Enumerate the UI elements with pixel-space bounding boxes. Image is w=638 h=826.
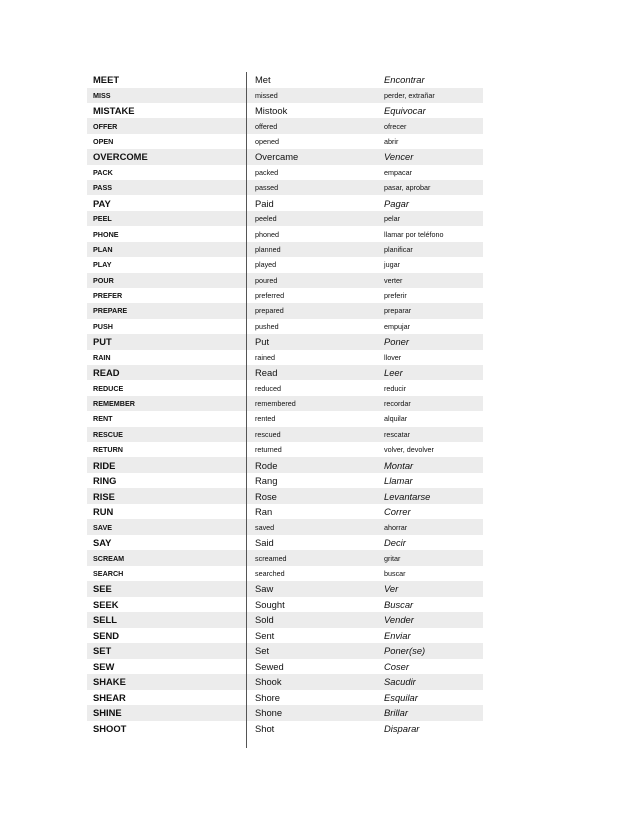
translation-cell: Vencer [384, 151, 414, 163]
past-tense-cell: offered [255, 121, 278, 131]
table-row [87, 566, 483, 581]
table-row [87, 535, 483, 551]
verb-cell: RISE [93, 490, 115, 502]
past-tense-cell: Shone [255, 707, 283, 719]
verb-cell: RING [93, 475, 117, 487]
verb-cell: PLAY [93, 260, 112, 270]
past-tense-cell: missed [255, 90, 278, 100]
translation-cell: Correr [384, 506, 411, 518]
past-tense-cell: packed [255, 167, 279, 177]
verb-cell: OPEN [93, 136, 114, 146]
translation-cell: llover [384, 352, 402, 362]
translation-cell: alquilar [384, 414, 408, 424]
translation-cell: recordar [384, 399, 411, 409]
table-row [87, 581, 483, 597]
translation-cell: planificar [384, 244, 413, 254]
verb-cell: MEET [93, 74, 120, 86]
table-row [87, 195, 483, 211]
translation-cell: rescatar [384, 429, 410, 439]
verb-cell: RIDE [93, 459, 116, 471]
verb-cell: PUT [93, 336, 112, 348]
verb-cell: SAY [93, 537, 112, 549]
past-tense-cell: rented [255, 414, 276, 424]
past-tense-cell: Paid [255, 197, 274, 209]
past-tense-cell: played [255, 260, 277, 270]
verb-cell: READ [93, 367, 120, 379]
verb-cell: SHEAR [93, 691, 126, 703]
translation-cell: empacar [384, 167, 412, 177]
verb-cell: SELL [93, 614, 117, 626]
past-tense-cell: Met [255, 74, 271, 86]
past-tense-cell: rained [255, 352, 275, 362]
table-row [87, 180, 483, 195]
table-row [87, 473, 483, 489]
past-tense-cell: Overcame [255, 151, 299, 163]
translation-cell: Equivocar [384, 105, 426, 117]
past-tense-cell: Shot [255, 722, 275, 734]
verb-cell: SAVE [93, 522, 113, 532]
table-row [87, 721, 483, 737]
table-row [87, 211, 483, 226]
past-tense-cell: opened [255, 136, 279, 146]
past-tense-cell: peeled [255, 214, 277, 224]
translation-cell: Brillar [384, 707, 408, 719]
verb-cell: MISS [93, 90, 111, 100]
translation-cell: volver, devolver [384, 445, 434, 455]
past-tense-cell: Ran [255, 506, 273, 518]
table-row [87, 288, 483, 303]
past-tense-cell: Read [255, 367, 278, 379]
verb-cell: REDUCE [93, 383, 124, 393]
past-tense-cell: searched [255, 568, 285, 578]
verb-cell: RAIN [93, 352, 111, 362]
past-tense-cell: Said [255, 537, 274, 549]
past-tense-cell: Sold [255, 614, 274, 626]
table-row [87, 488, 483, 504]
table-row [87, 72, 483, 88]
table-row [87, 396, 483, 411]
translation-cell: Buscar [384, 598, 414, 610]
verb-cell: SEND [93, 629, 120, 641]
verb-table [87, 72, 483, 736]
verb-cell: PEEL [93, 214, 112, 224]
table-row [87, 411, 483, 426]
translation-cell: perder, extrañar [384, 90, 435, 100]
past-tense-cell: Rode [255, 459, 278, 471]
translation-cell: Ver [384, 583, 399, 595]
table-row [87, 442, 483, 457]
past-tense-cell: Mistook [255, 105, 288, 117]
past-tense-cell: rescued [255, 429, 281, 439]
translation-cell: preferir [384, 291, 407, 301]
past-tense-cell: Saw [255, 583, 274, 595]
translation-cell: Disparar [384, 722, 420, 734]
verb-cell: PAY [93, 197, 111, 209]
translation-cell: empujar [384, 321, 410, 331]
translation-cell: Encontrar [384, 74, 425, 86]
verb-cell: SEEK [93, 598, 119, 610]
table-row [87, 165, 483, 180]
past-tense-cell: planned [255, 244, 281, 254]
past-tense-cell: Put [255, 336, 270, 348]
translation-cell: Poner [384, 336, 410, 348]
translation-cell: preparar [384, 306, 412, 316]
translation-cell: Sacudir [384, 676, 416, 688]
verb-cell: PACK [93, 167, 113, 177]
past-tense-cell: Set [255, 645, 270, 657]
table-row [87, 303, 483, 318]
translation-cell: ahorrar [384, 522, 408, 532]
translation-cell: Levantarse [384, 490, 431, 502]
table-row [87, 257, 483, 272]
table-row [87, 457, 483, 473]
table-row [87, 519, 483, 534]
past-tense-cell: phoned [255, 229, 279, 239]
translation-cell: reducir [384, 383, 406, 393]
table-row [87, 88, 483, 103]
column-divider [246, 72, 247, 748]
past-tense-cell: Rang [255, 475, 278, 487]
verb-cell: SCREAM [93, 553, 125, 563]
past-tense-cell: poured [255, 275, 278, 285]
translation-cell: buscar [384, 568, 406, 578]
table-row [87, 103, 483, 119]
table-row [87, 674, 483, 690]
verb-cell: PREFER [93, 291, 123, 301]
table-row [87, 334, 483, 350]
past-tense-cell: returned [255, 445, 282, 455]
table-row [87, 226, 483, 241]
verb-cell: SHAKE [93, 676, 126, 688]
table-row [87, 504, 483, 520]
table-row [87, 319, 483, 334]
table-row [87, 242, 483, 257]
verb-cell: MISTAKE [93, 105, 135, 117]
past-tense-cell: Sought [255, 598, 285, 610]
verb-cell: RESCUE [93, 429, 123, 439]
table-row [87, 273, 483, 288]
past-tense-cell: preferred [255, 291, 285, 301]
translation-cell: Montar [384, 459, 414, 471]
translation-cell: Vender [384, 614, 414, 626]
table-row [87, 628, 483, 644]
past-tense-cell: prepared [255, 306, 284, 316]
verb-cell: RENT [93, 414, 113, 424]
past-tense-cell: Shook [255, 676, 282, 688]
table-row [87, 597, 483, 613]
table-row [87, 612, 483, 628]
past-tense-cell: passed [255, 183, 279, 193]
verb-cell: OFFER [93, 121, 118, 131]
verb-cell: PASS [93, 183, 113, 193]
past-tense-cell: Rose [255, 490, 277, 502]
past-tense-cell: Sent [255, 629, 275, 641]
translation-cell: jugar [384, 260, 400, 270]
verb-cell: OVERCOME [93, 151, 148, 163]
translation-cell: Leer [384, 367, 403, 379]
table-row [87, 380, 483, 395]
translation-cell: Llamar [384, 475, 413, 487]
verb-cell: SHOOT [93, 722, 127, 734]
past-tense-cell: Shore [255, 691, 281, 703]
translation-cell: Esquilar [384, 691, 418, 703]
table-row [87, 643, 483, 659]
translation-cell: Pagar [384, 197, 410, 209]
verb-cell: SET [93, 645, 112, 657]
table-row [87, 690, 483, 706]
table-row [87, 705, 483, 721]
table-row [87, 134, 483, 149]
past-tense-cell: reduced [255, 383, 281, 393]
verb-cell: RETURN [93, 445, 123, 455]
table-row [87, 350, 483, 365]
translation-cell: Decir [384, 537, 406, 549]
past-tense-cell: screamed [255, 553, 287, 563]
translation-cell: abrir [384, 136, 399, 146]
past-tense-cell: saved [255, 522, 275, 532]
verb-cell: PLAN [93, 244, 113, 254]
verb-cell: PHONE [93, 229, 119, 239]
translation-cell: Coser [384, 660, 410, 672]
translation-cell: ofrecer [384, 121, 407, 131]
verb-cell: PUSH [93, 321, 113, 331]
verb-cell: SEARCH [93, 568, 124, 578]
translation-cell: llamar por teléfono [384, 229, 444, 239]
verb-cell: SEW [93, 660, 115, 672]
verb-cell: SEE [93, 583, 112, 595]
verb-cell: SHINE [93, 707, 122, 719]
table-row [87, 365, 483, 381]
verb-cell: POUR [93, 275, 114, 285]
table-row [87, 118, 483, 133]
past-tense-cell: remembered [255, 399, 296, 409]
table-row [87, 427, 483, 442]
verb-cell: REMEMBER [93, 399, 135, 409]
past-tense-cell: pushed [255, 321, 279, 331]
verb-cell: RUN [93, 506, 114, 518]
translation-cell: pelar [384, 214, 400, 224]
table-row [87, 659, 483, 675]
past-tense-cell: Sewed [255, 660, 284, 672]
translation-cell: verter [384, 275, 403, 285]
translation-cell: Poner(se) [384, 645, 426, 657]
translation-cell: Enviar [384, 629, 411, 641]
verb-cell: PREPARE [93, 306, 128, 316]
translation-cell: gritar [384, 553, 401, 563]
translation-cell: pasar, aprobar [384, 183, 431, 193]
table-row [87, 550, 483, 565]
table-row [87, 149, 483, 165]
